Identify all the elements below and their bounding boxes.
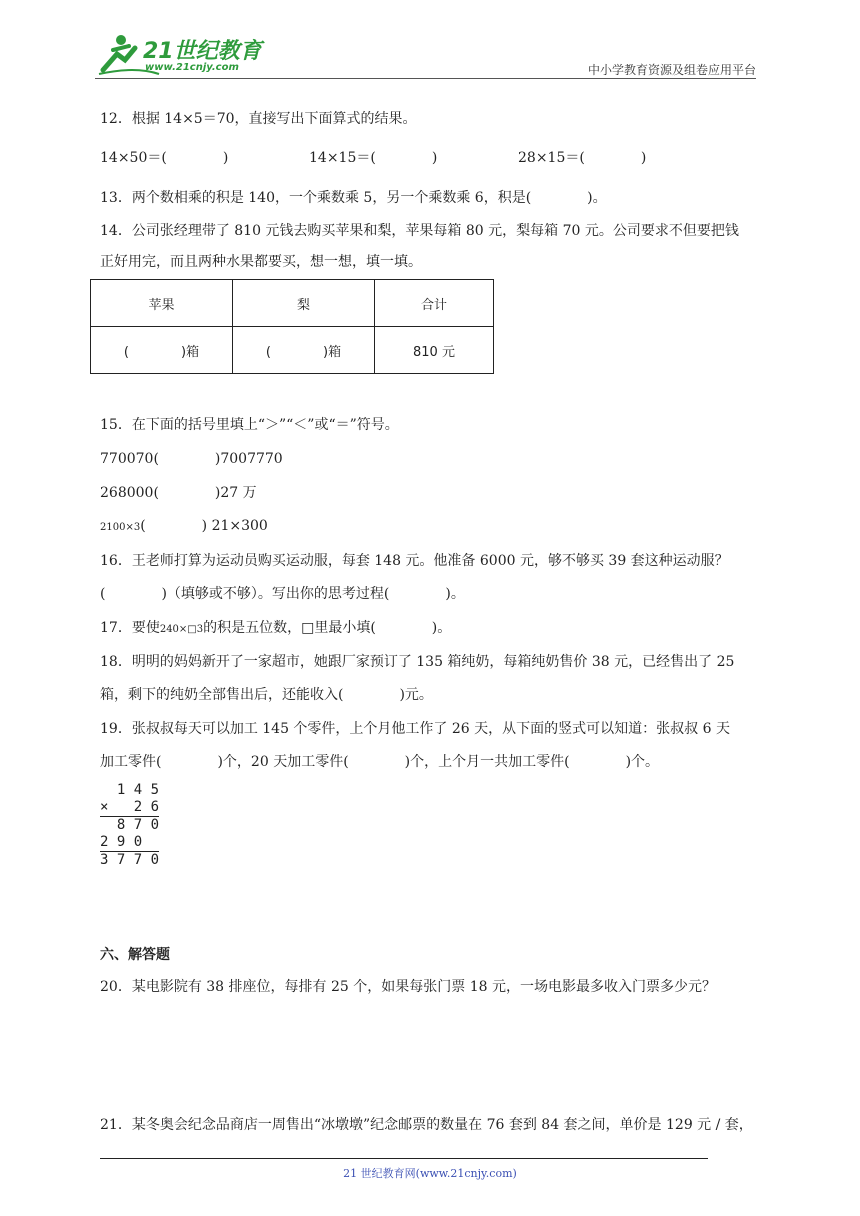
- q17-post: 的积是五位数，□里最小填( )。: [203, 620, 452, 636]
- q15-b: 268000( )27 万: [100, 485, 257, 501]
- vertical-row-partial2: 2 9 0: [100, 834, 160, 850]
- q13: 13．两个数相乘的积是 140，一个乘数乘 5，另一个乘数乘 6，积是( )。: [100, 190, 607, 206]
- q14-line2: 正好用完，而且两种水果都要买，想一想，填一填。: [100, 254, 422, 270]
- q12-a: 14×50＝( ): [100, 150, 229, 166]
- q15-a: 770070( )7007770: [100, 451, 283, 467]
- table-header-total: 合计: [375, 280, 494, 327]
- table-header-row: [91, 280, 494, 327]
- footer-divider: [100, 1158, 708, 1159]
- q15-c-left: 2100×3: [100, 522, 141, 533]
- q15-c: [100, 515, 268, 535]
- q21: 21．某冬奥会纪念品商店一周售出“冰墩墩”纪念邮票的数量在 76 套到 84 套之间，单价是 129 元 / 套，: [100, 1117, 753, 1133]
- vertical-row-multiplier: × 2 6: [100, 799, 160, 815]
- q14-line1: 14．公司张经理带了 810 元钱去购买苹果和梨，苹果每箱 80 元，梨每箱 70 元。公司要求不但要把钱: [100, 223, 739, 239]
- table-cell-total: 810 元: [375, 327, 494, 374]
- table-header-apple: 苹果: [91, 280, 233, 327]
- vertical-row-product: 3 7 7 0: [100, 852, 160, 868]
- site-logo: [95, 30, 265, 78]
- q16-line1: 16．王老师打算为运动员购买运动服，每套 148 元。他准备 6000 元，够不够买 39 套这种运动服？: [100, 553, 729, 569]
- vertical-row-multiplicand: 1 4 5: [100, 782, 160, 798]
- q18-line2: 箱，剩下的纯奶全部售出后，还能收入( )元。: [100, 687, 433, 703]
- q15-c-right: ( ) 21×300: [140, 518, 268, 534]
- table-row: [91, 327, 494, 374]
- q12-c: 28×15＝( ): [518, 150, 647, 166]
- table-cell-pear: ( )箱: [233, 327, 375, 374]
- q20: 20．某电影院有 38 排座位，每排有 25 个，如果每张门票 18 元，一场电影最多收入门票多少元？: [100, 979, 716, 995]
- table-header-pear: 梨: [233, 280, 375, 327]
- site-description: 中小学教育资源及组卷应用平台: [587, 63, 756, 77]
- q12-stem: 12．根据 14×5＝70，直接写出下面算式的结果。: [100, 111, 417, 127]
- vertical-multiplication: [100, 782, 159, 869]
- q12-b: 14×15＝( ): [309, 150, 438, 166]
- section-title: 六、解答题: [100, 947, 170, 963]
- q16-line2: ( )（填够或不够）。写出你的思考过程( )。: [100, 586, 465, 602]
- q19-line2: 加工零件( )个，20 天加工零件( )个，上个月一共加工零件( )个。: [100, 754, 660, 770]
- table-cell-apple: ( )箱: [91, 327, 233, 374]
- header-divider: [95, 78, 756, 79]
- q17-pre: 17．要使: [100, 620, 160, 636]
- logo-text: 21世纪教育: [143, 39, 262, 64]
- fruit-table: [90, 279, 494, 374]
- footer-text: 21 世纪教育网(www.21cnjy.com): [343, 1167, 517, 1180]
- q19-line1: 19．张叔叔每天可以加工 145 个零件，上个月他工作了 26 天，从下面的竖式可以知道：张叔叔 6 天: [100, 721, 730, 737]
- q17: [100, 617, 451, 637]
- vertical-row-partial1: 8 7 0: [100, 817, 160, 833]
- q18-line1: 18．明明的妈妈新开了一家超市，她跟厂家预订了 135 箱纯奶，每箱纯奶售价 38 元，已经售出了 25: [100, 654, 735, 670]
- logo-url: www.21cnjy.com: [145, 62, 239, 73]
- q15-stem: 15．在下面的括号里填上“＞”“＜”或“＝”符号。: [100, 417, 399, 433]
- q17-formula: 240×□3: [159, 624, 204, 635]
